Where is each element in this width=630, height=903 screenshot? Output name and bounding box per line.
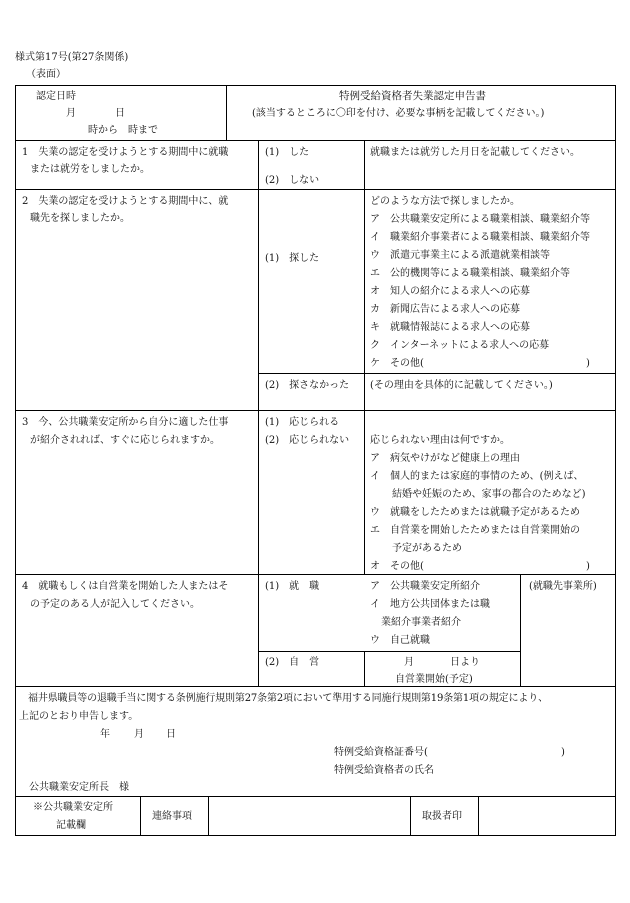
q2-method-other-close: ) [586, 358, 590, 369]
office-label: 記載欄 [56, 820, 86, 831]
certificate-number-close: ) [561, 747, 565, 758]
rule [15, 410, 616, 411]
q4-question: の予定のある人が記入してください。 [30, 599, 200, 610]
q1-question: 1 失業の認定を受けようとする期間中に就職 [22, 147, 229, 158]
rule [226, 85, 227, 140]
contact-label: 連絡事項 [152, 811, 192, 822]
contact-field[interactable] [209, 797, 409, 835]
q1-option-no[interactable]: (2) しない [265, 175, 320, 186]
q3-reason[interactable]: ウ 就職をしたためまたは就職予定があるため [370, 507, 580, 518]
q2-method[interactable]: キ 就職情報誌による求人への応募 [370, 322, 530, 333]
rule [520, 574, 521, 686]
q4-self-start: 自営業開始(予定) [395, 674, 473, 685]
q2-method[interactable]: ク インターネットによる求人への応募 [370, 340, 550, 351]
instruction: (該当するところに〇印を付け、必要な事柄を記載してください。) [252, 108, 545, 119]
date-month: 月 [66, 108, 76, 119]
q3-prompt: 応じられない理由は何ですか。 [370, 435, 510, 446]
q3-option-no[interactable]: (2) 応じられない [265, 435, 350, 446]
q3-question: が紹介されれば、すぐに応じられますか。 [30, 435, 220, 446]
rule [140, 796, 141, 836]
q4-self-from: 日より [450, 657, 480, 668]
q1-note: 就職または就労した月日を記載してください。 [370, 147, 580, 158]
q2-method[interactable]: ア 公共職業安定所による職業相談、職業紹介等 [370, 214, 590, 225]
rule [15, 189, 616, 190]
declaration-text: 福井県職員等の退職手当に関する条例施行規則第27条第2項において準用する同施行規則第19条第1項の規定により、 [28, 693, 548, 704]
q3-question: 3 今、公共職業安定所から自分に適した仕事 [22, 417, 229, 428]
q2-question: 職先を探しましたか。 [30, 213, 130, 224]
rule [258, 651, 521, 652]
q3-reason[interactable]: エ 自営業を開始したためまたは自営業開始の [370, 525, 580, 536]
office-label: ※公共職業安定所 [33, 802, 113, 813]
q4-route[interactable]: ウ 自己就職 [370, 635, 430, 646]
date-day: 日 [115, 108, 125, 119]
q4-employer-label: (就職先事業所) [529, 581, 597, 592]
q4-option-self-employed[interactable]: (2) 自 営 [265, 657, 320, 668]
q4-self-month: 月 [404, 657, 414, 668]
rule [15, 140, 616, 141]
declaration-year: 年 [100, 729, 110, 740]
q2-method[interactable]: エ 公的機関等による職業相談、職業紹介等 [370, 268, 570, 279]
q2-question: 2 失業の認定を受けようとする期間中に、就 [22, 196, 229, 207]
q1-option-yes[interactable]: (1) した [265, 147, 310, 158]
rule [15, 686, 616, 687]
rule [258, 140, 259, 686]
date-label: 認定日時 [36, 91, 76, 102]
declaration-day: 日 [166, 729, 176, 740]
q2-option-searched[interactable]: (1) 探した [265, 253, 320, 264]
page-title: 特例受給資格者失業認定申告書 [339, 90, 486, 102]
q2-method[interactable]: イ 職業紹介事業者による職業相談、職業紹介等 [370, 232, 590, 243]
q3-reason[interactable]: イ 個人的または家庭的事情のため、(例えば、 [370, 471, 584, 482]
rule [15, 85, 16, 836]
q2-prompt: どのような方法で探しましたか。 [370, 196, 520, 207]
rule [364, 140, 365, 574]
rule [258, 373, 616, 374]
rule [15, 85, 616, 86]
q2-method[interactable]: オ 知人の紹介による求人への応募 [370, 286, 530, 297]
q4-option-employed[interactable]: (1) 就 職 [265, 581, 320, 592]
q2-method-other[interactable]: ケ その他( [370, 358, 424, 369]
rule [364, 651, 365, 686]
q2-method[interactable]: カ 新聞広告による求人への応募 [370, 304, 520, 315]
q3-reason-cont: 結婚や妊娠のため、家事の都合のためなど) [392, 489, 586, 500]
q4-route[interactable]: イ 地方公共団体または職 [370, 599, 490, 610]
q2-reason-note: (その理由を具体的に記載してください。) [370, 380, 553, 391]
rule [410, 796, 411, 836]
applicant-name-label: 特例受給資格者の氏名 [334, 765, 434, 776]
q3-reason[interactable]: ア 病気やけがなど健康上の理由 [370, 453, 520, 464]
handler-seal-field[interactable] [479, 797, 614, 835]
form-number: 様式第17号(第27条関係) [15, 52, 129, 63]
q2-option-not-searched[interactable]: (2) 探さなかった [265, 380, 350, 391]
declaration-text: 上記のとおり申告します。 [19, 711, 139, 722]
rule [615, 85, 616, 836]
q3-option-yes[interactable]: (1) 応じられる [265, 417, 340, 428]
side-label: （表面） [26, 69, 66, 80]
q1-question: または就労をしましたか。 [30, 164, 150, 175]
rule [15, 835, 616, 836]
q3-reason-cont: 予定があるため [392, 543, 462, 554]
handler-label: 取扱者印 [422, 811, 462, 822]
q4-route-cont: 業紹介事業者紹介 [381, 617, 461, 628]
q3-reason-other[interactable]: オ その他( [370, 561, 424, 572]
q4-route[interactable]: ア 公共職業安定所紹介 [370, 581, 480, 592]
declaration-month: 月 [134, 729, 144, 740]
q4-question: 4 就職もしくは自営業を開始した人またはそ [22, 581, 229, 592]
q2-method[interactable]: ウ 派遣元事業主による派遣就業相談等 [370, 250, 550, 261]
time-range: 時から 時まで [88, 125, 158, 136]
certificate-number-label: 特例受給資格証番号( [334, 747, 428, 758]
q3-reason-other-close: ) [586, 561, 590, 572]
addressee: 公共職業安定所長 様 [29, 782, 129, 793]
rule [15, 574, 616, 575]
